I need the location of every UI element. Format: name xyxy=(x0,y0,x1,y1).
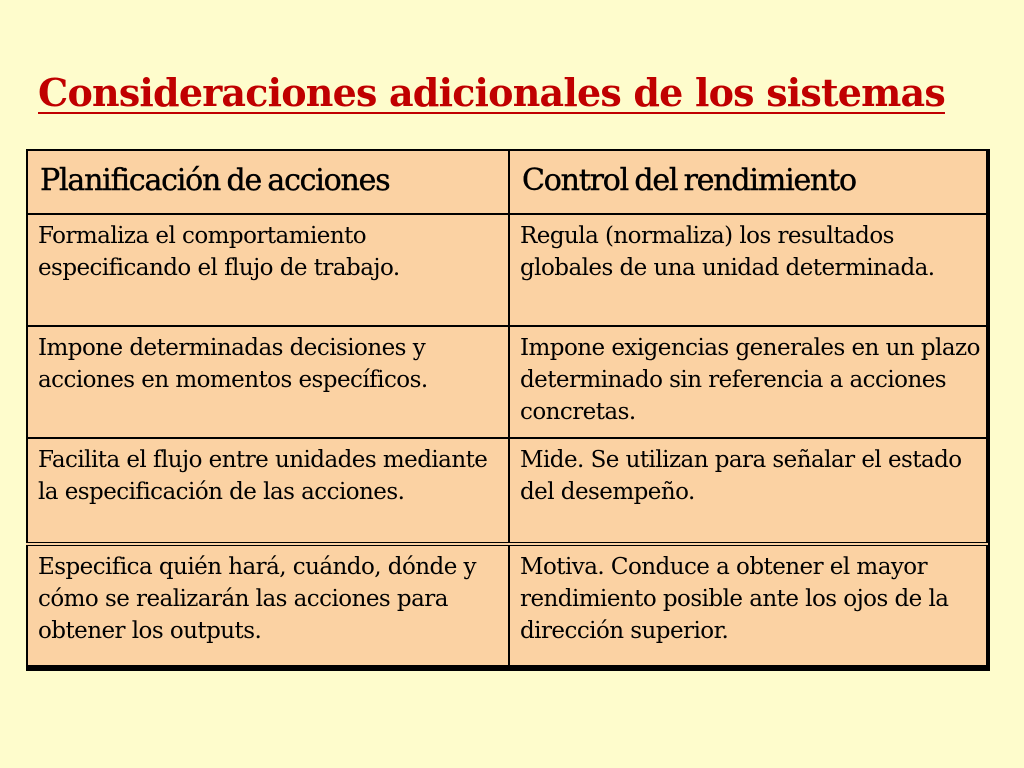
table-header-row xyxy=(27,150,987,214)
table-cell: Especifica quién hará, cuándo, dónde y cómo se realizarán las acciones para obtener los outputs. xyxy=(27,544,509,666)
slide-title: Consideraciones adicionales de los sistemas xyxy=(38,70,945,115)
table-row xyxy=(27,214,987,326)
table-cell: Mide. Se utilizan para señalar el estado del desempeño. xyxy=(509,438,987,544)
table-cell: Impone determinadas decisiones y acciones en momentos específicos. xyxy=(27,326,509,438)
table-cell: Motiva. Conduce a obtener el mayor rendimiento posible ante los ojos de la dirección superior. xyxy=(509,544,987,666)
table-row xyxy=(27,326,987,438)
table-cell: Regula (normaliza) los resultados globales de una unidad determinada. xyxy=(509,214,987,326)
comparison-table xyxy=(26,149,990,671)
column-header-control: Control del rendimiento xyxy=(509,150,987,214)
table-cell: Impone exigencias generales en un plazo determinado sin referencia a acciones concretas. xyxy=(509,326,987,438)
table-row xyxy=(27,438,987,544)
table-cell: Formaliza el comportamiento especificando el flujo de trabajo. xyxy=(27,214,509,326)
table-row xyxy=(27,544,987,666)
table-cell: Facilita el flujo entre unidades mediante la especificación de las acciones. xyxy=(27,438,509,544)
column-header-planificacion: Planificación de acciones xyxy=(27,150,509,214)
